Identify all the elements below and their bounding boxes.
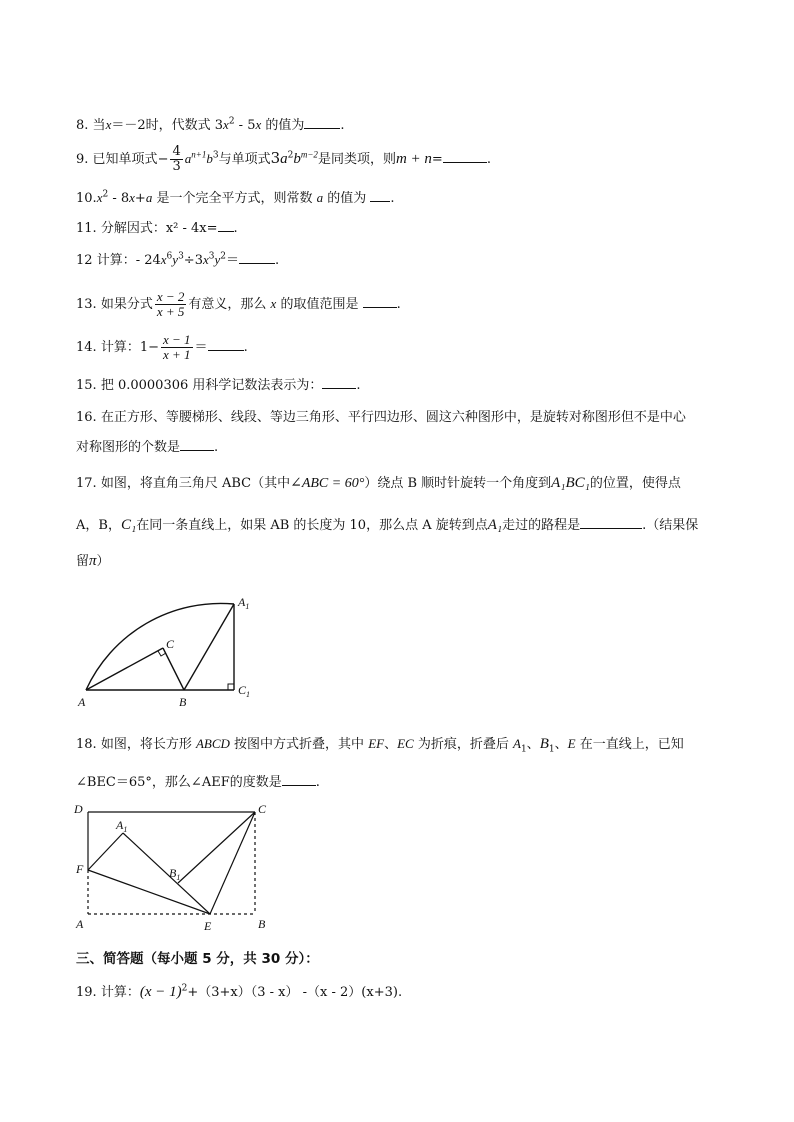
section-3-heading: 三、简答题（每小题 5 分，共 30 分）：: [76, 951, 319, 967]
line-a-c: [86, 648, 163, 690]
question-14: 14. 计算：1− $\frac{x - 1}{x + 1}$ ＝ .: [76, 332, 248, 362]
question-15: 15. 把 0.0000306 用科学记数法表示为： .: [76, 378, 361, 393]
question-17-line-3: 留π）: [76, 553, 110, 569]
answer-blank[interactable]: [282, 773, 316, 786]
label-a1: $A_1$: [116, 818, 128, 834]
label-f: F: [76, 862, 84, 876]
label-b1: $B_1$: [169, 866, 181, 882]
label-a1: $A_1$: [238, 595, 250, 611]
answer-blank[interactable]: [304, 116, 340, 129]
question-17-line-1: 17. 如图，将直角三角尺 ABC（其中∠ABC = 60°）绕点 B 顺时针旋转一个角度到A₁BC₁的位置，使得点: [76, 475, 681, 491]
fraction: $\frac{4}{3}$: [172, 144, 181, 174]
line-b-a1: [184, 604, 234, 690]
rotation-arc: [86, 603, 234, 690]
label-a: A: [76, 917, 84, 931]
fraction: $\frac{x - 1}{x + 1}$: [163, 332, 191, 362]
line-c-b: [163, 648, 184, 690]
label-e: E: [204, 919, 212, 933]
question-18-line-1: 18. 如图，将长方形 ABCD 按图中方式折叠，其中 EF、EC 为折痕，折叠后 $A_1$、$B_1$、E 在一直线上，已知: [76, 736, 684, 755]
answer-blank[interactable]: [239, 251, 275, 264]
question-12: 12 计算：- $24x^6y^3\div 3x^3y^2=$ .: [76, 251, 280, 268]
question-18-line-2: ∠BEC＝65°，那么∠AEF的度数是 .: [76, 775, 320, 790]
right-angle-mark-c: [158, 651, 166, 656]
answer-blank[interactable]: [180, 438, 214, 451]
right-angle-mark-c1: [228, 684, 234, 690]
question-8: 8. 当x＝－2时，代数式 $3x^2 - 5x$ 的值为 .: [76, 116, 345, 133]
answer-blank[interactable]: [363, 295, 397, 308]
question-11: 11. 分解因式：x² - 4x= .: [76, 221, 238, 236]
answer-blank[interactable]: [370, 189, 390, 202]
label-c: C: [166, 637, 175, 651]
crease-f-e: [88, 870, 210, 914]
question-16-line-1: 16. 在正方形、等腰梯形、线段、等边三角形、平行四边形、圆这六种图形中，是旋转对称图形但不是中心: [76, 410, 686, 425]
question-9: 9. 已知单项式− $\frac{4}{3}$ $a^{n+1}b^3$与单项式$3a^2b^{m-2}$是同类项，则m + n= .: [76, 144, 491, 174]
question-19: 19. 计算：$(x - 1)^2+(3+x)(3 - x)$ -（x - 2）(x+3).: [76, 983, 403, 1000]
fold-b1-c: [178, 812, 255, 883]
label-c1: $C_1$: [238, 683, 251, 699]
label-c: C: [258, 802, 267, 816]
crease-e-c: [210, 812, 255, 914]
label-b: B: [258, 917, 266, 931]
answer-blank[interactable]: [322, 376, 356, 389]
question-16-line-2: 对称图形的个数是 .: [76, 440, 219, 455]
label-a: A: [78, 695, 86, 709]
fold-a1-e: [123, 833, 210, 914]
question-13: 13. 如果分式 $\frac{x - 2}{x + 5}$ 有意义，那么 x 的取值范围是 .: [76, 289, 401, 319]
question-17-line-2: A，B，C₁在同一条直线上，如果 AB 的长度为 10，那么点 A 旋转到点A₁走过的路程是 .（结果保: [76, 517, 699, 533]
answer-blank[interactable]: [218, 219, 234, 232]
answer-blank[interactable]: [208, 338, 244, 351]
label-b: B: [179, 695, 187, 709]
question-10: $10.x^2 - 8x+a$ 是一个完全平方式，则常数 a 的值为 .: [76, 189, 395, 206]
fraction: $\frac{x - 2}{x + 5}$: [156, 289, 185, 319]
answer-blank[interactable]: [443, 150, 487, 163]
fold-f-a1: [88, 833, 123, 870]
label-d: D: [74, 802, 83, 816]
answer-blank[interactable]: [580, 516, 642, 529]
